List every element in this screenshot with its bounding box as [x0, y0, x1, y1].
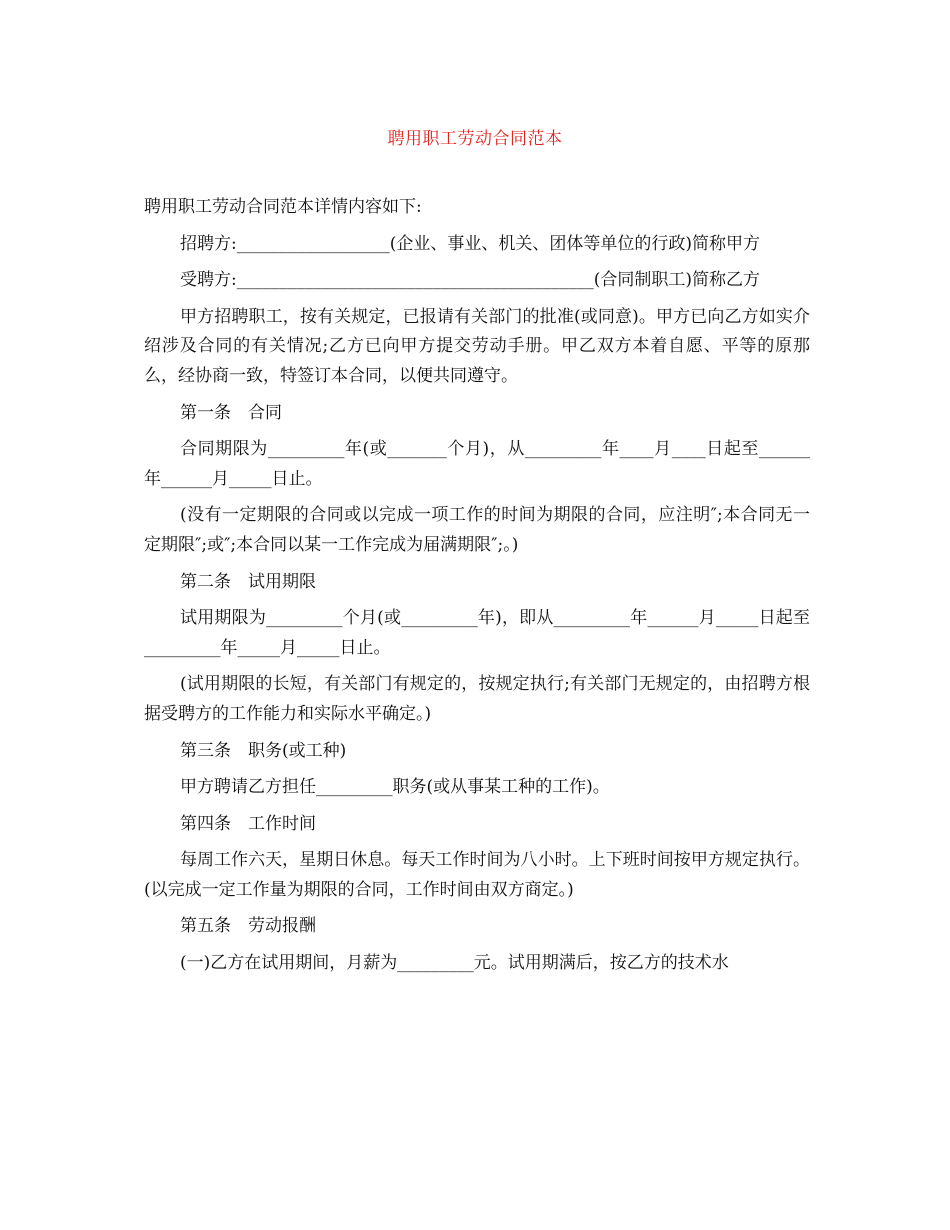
article-2-paragraph: 试用期限为_________个月(或_________年)，即从_________年______月_____日起至_________年_____月_____日止。: [144, 608, 810, 658]
article-1-paragraph: 合同期限为_________年(或_______个月)，从_________年____月____日起至______年______月_____日止。: [144, 439, 810, 489]
preamble-paragraph: 甲方招聘职工，按有关规定，已报请有关部门的批准(或同意)。甲方已向乙方如实介绍涉及合同的有关情况;乙方已向甲方提交劳动手册。甲乙双方本着自愿、平等的原那么，经协商一致，特签订本合同，以便共同遵守。: [144, 306, 810, 386]
article-3-paragraph: 甲方聘请乙方担任_________职务(或从事某工种的工作)。: [180, 777, 610, 798]
article-2-note: (试用期限的长短，有关部门有规定的，按规定执行;有关部门无规定的，由招聘方根据受聘方的工作能力和实际水平确定。): [144, 674, 810, 724]
party-b-paragraph: 受聘方:__________________________________________(合同制职工)简称乙方: [180, 270, 760, 291]
article-2-heading: 第二条 试用期限: [180, 571, 316, 592]
document-title: 聘用职工劳动合同范本: [387, 129, 563, 149]
document-body: [144, 193, 810, 986]
article-5-paragraph: (一)乙方在试用期间，月薪为_________元。试用期满后，按乙方的技术水: [180, 953, 729, 974]
article-1-heading: 第一条 合同: [180, 402, 282, 423]
article-4-paragraph: 每周工作六天，星期日休息。每天工作时间为八小时。上下班时间按甲方规定执行。(以完成一定工作量为期限的合同，工作时间由双方商定。): [144, 850, 810, 900]
party-a-paragraph: 招聘方:__________________(企业、事业、机关、团体等单位的行政)简称甲方: [180, 233, 760, 254]
article-5-heading: 第五条 劳动报酬: [180, 916, 316, 937]
article-1-note: (没有一定期限的合同或以完成一项工作的时间为期限的合同，应注明″;本合同无一定期限″;或″;本合同以某一工作完成为届满期限″;。): [144, 505, 810, 555]
article-4-heading: 第四条 工作时间: [180, 813, 316, 834]
intro-paragraph: 聘用职工劳动合同范本详情内容如下:: [144, 197, 422, 217]
article-3-heading: 第三条 职务(或工种): [180, 740, 347, 761]
